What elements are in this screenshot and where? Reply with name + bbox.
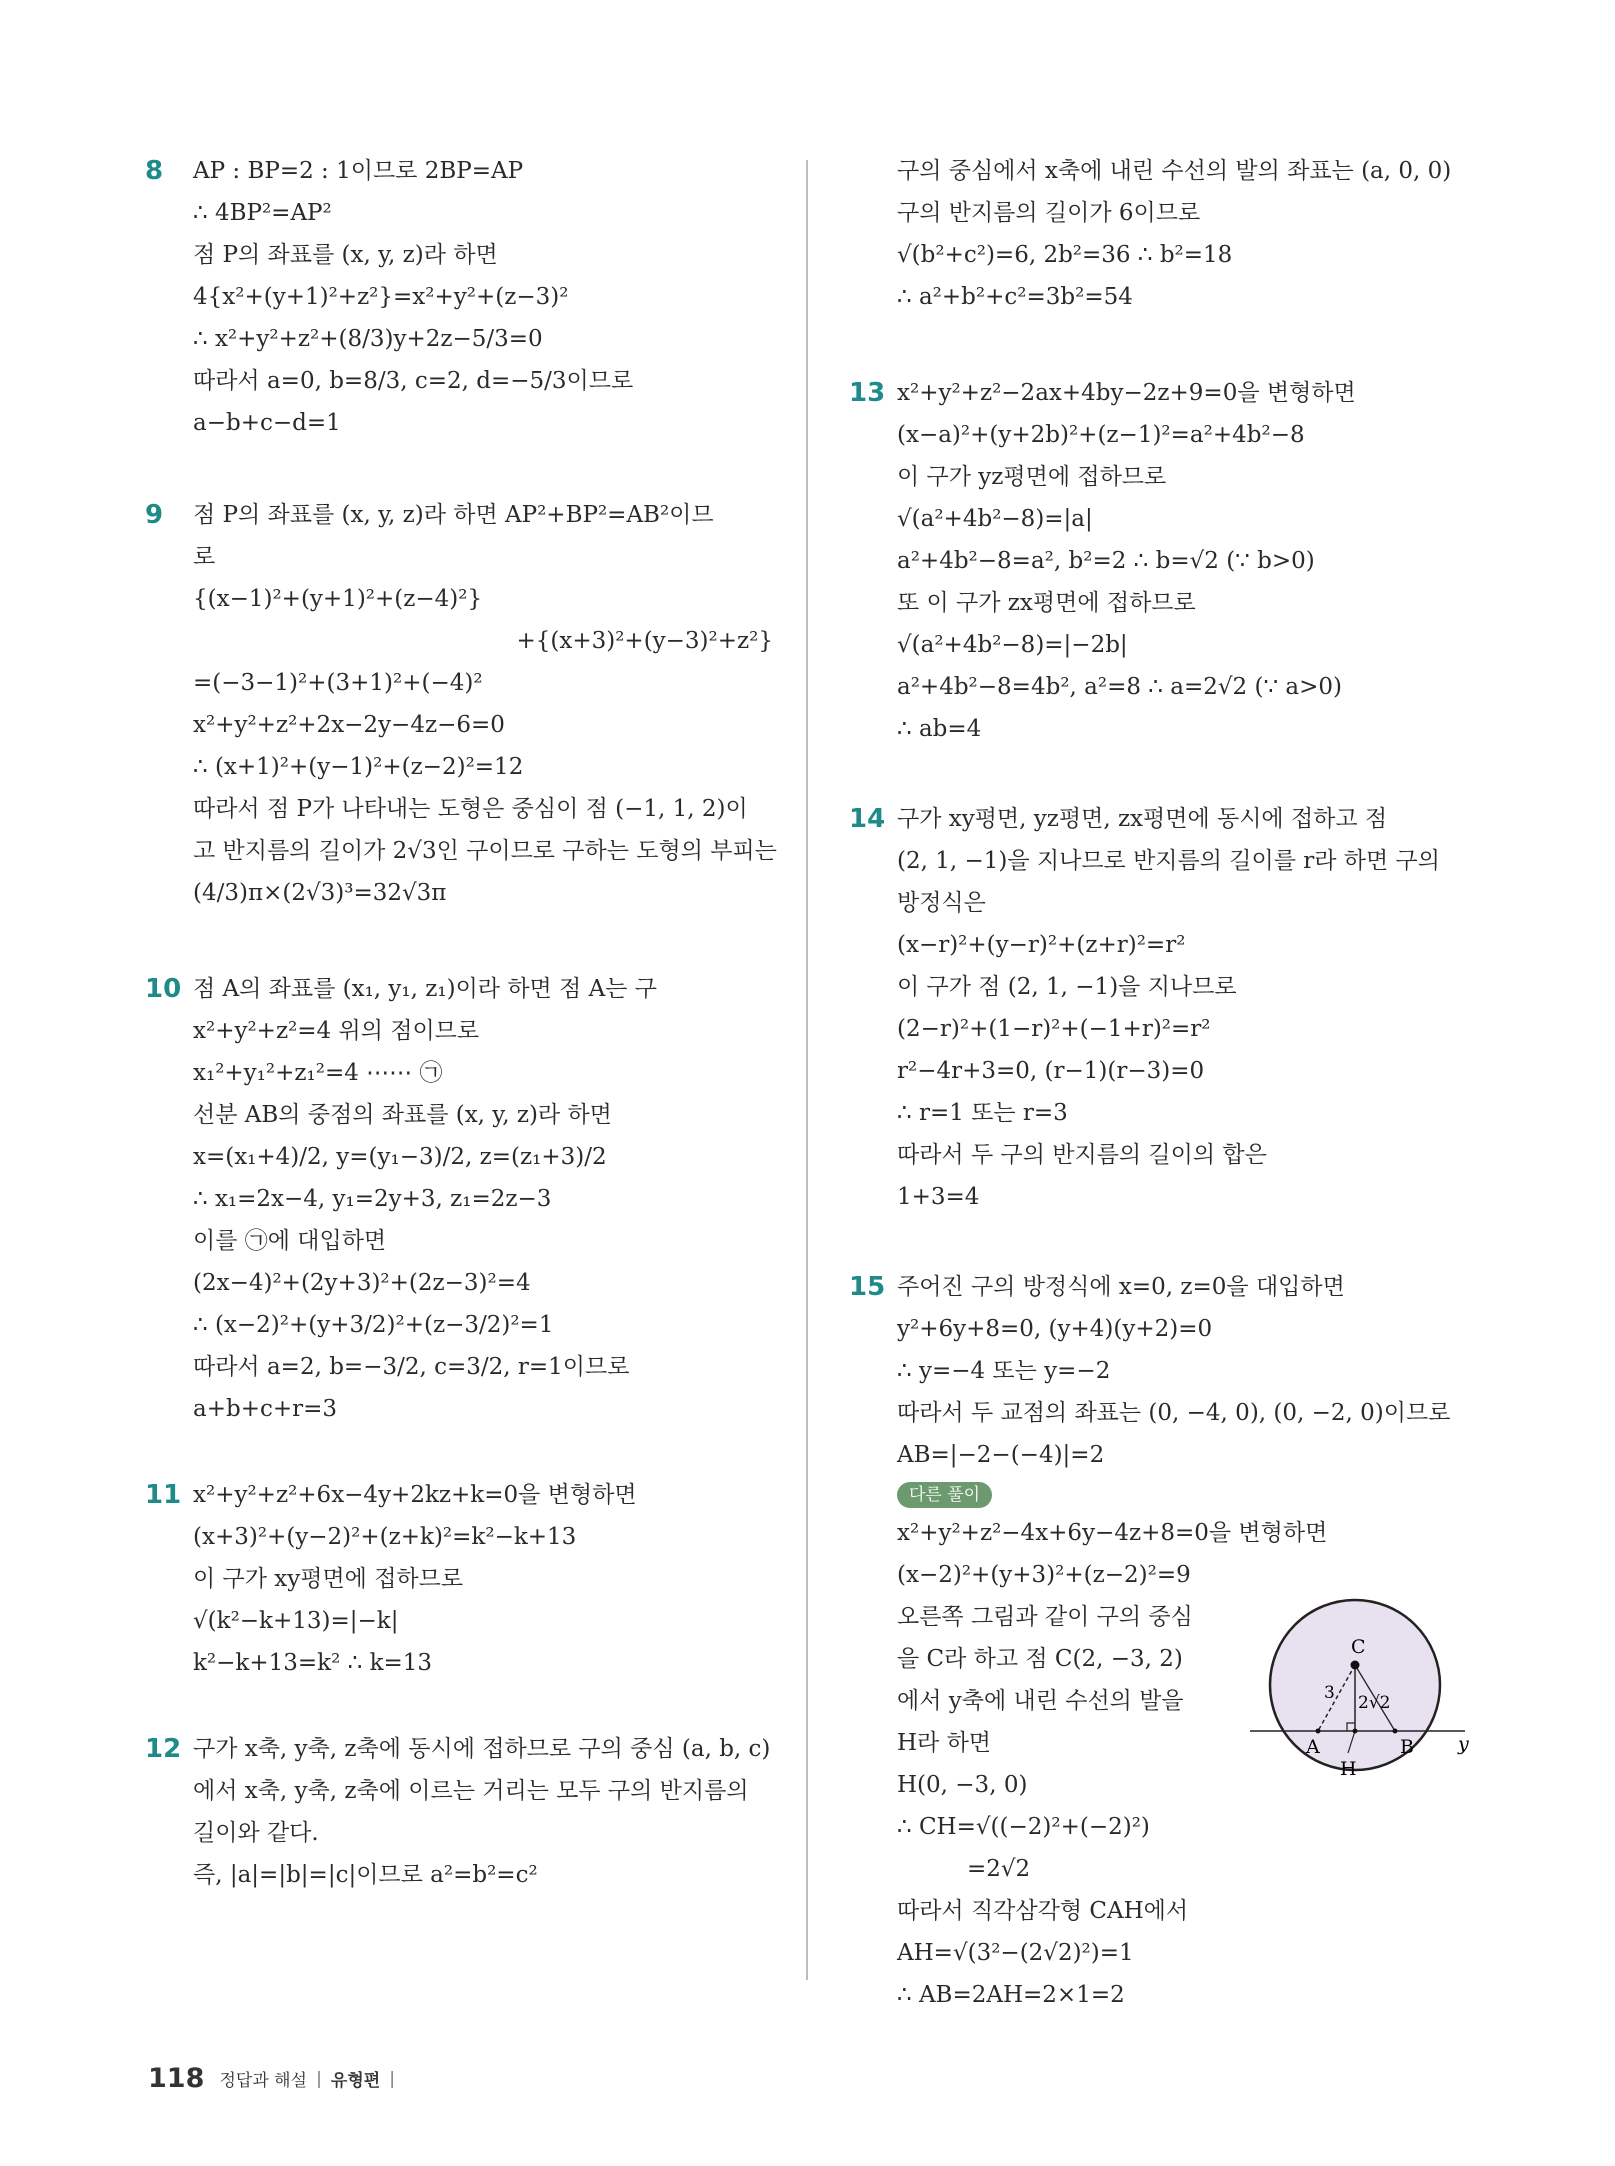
problem-12	[145, 1728, 778, 1896]
solution-line: a²+4b²−8=a², b²=2 ∴ b=√2 (∵ b>0)	[897, 548, 1315, 574]
solution-line: (2, 1, −1)을 지나므로 반지름의 길이를 r라 하면 구의	[897, 848, 1440, 874]
label-y: y	[1458, 1733, 1469, 1755]
solution-line: ∴ a²+b²+c²=3b²=54	[897, 284, 1133, 310]
solution-line: x²+y²+z²+2x−2y−4z−6=0	[193, 712, 505, 738]
label-c: C	[1351, 1636, 1366, 1658]
solution-line: 이 구가 yz평면에 접하므로	[897, 464, 1167, 490]
solution-line: ∴ x₁=2x−4, y₁=2y+3, z₁=2z−3	[193, 1186, 552, 1212]
problem-9	[145, 494, 778, 914]
solution-line: ∴ y=−4 또는 y=−2	[897, 1358, 1111, 1384]
problem-cont	[852, 150, 1492, 318]
solution-line: √(a²+4b²−8)=|−2b|	[897, 632, 1128, 658]
solution-line: =2√2	[967, 1856, 1031, 1882]
problem-number: 11	[145, 1480, 182, 1510]
alt-solution-badge: 다른 풀이	[897, 1482, 992, 1508]
problem-number: 8	[145, 156, 164, 186]
solution-line: AP : BP=2 : 1이므로 2BP=AP	[193, 158, 524, 184]
footer-separator-end: |	[389, 2068, 396, 2089]
solution-line: a−b+c−d=1	[193, 410, 341, 436]
solution-line: 점 P의 좌표를 (x, y, z)라 하면	[193, 242, 498, 268]
point-a	[1316, 1729, 1321, 1734]
label-ch-length: 2√2	[1358, 1693, 1391, 1713]
solution-line: 점 P의 좌표를 (x, y, z)라 하면 AP²+BP²=AB²이므	[193, 502, 714, 528]
label-radius: 3	[1324, 1683, 1335, 1703]
page-footer	[148, 2063, 399, 2094]
problem-14	[849, 798, 1492, 1218]
solution-line: {(x−1)²+(y+1)²+(z−4)²}	[193, 586, 483, 612]
solution-line: (x−r)²+(y−r)²+(z+r)²=r²	[897, 932, 1186, 958]
problem-number: 9	[145, 500, 164, 530]
solution-line: 또 이 구가 zx평면에 접하므로	[897, 590, 1196, 616]
solution-line: 따라서 a=0, b=8/3, c=2, d=−5/3이므로	[193, 368, 634, 394]
point-h	[1353, 1729, 1358, 1734]
solution-line: AB=|−2−(−4)|=2	[897, 1442, 1105, 1468]
solution-line: x₁²+y₁²+z₁²=4 ⋯⋯ ㉠	[193, 1060, 443, 1086]
problem-number: 15	[849, 1272, 886, 1302]
solution-line: 길이와 같다.	[193, 1820, 319, 1846]
solution-line: x²+y²+z²−4x+6y−4z+8=0을 변형하면	[897, 1520, 1328, 1546]
solution-line: 4{x²+(y+1)²+z²}=x²+y²+(z−3)²	[193, 284, 569, 310]
problem-number: 10	[145, 974, 182, 1004]
solution-line: 이 구가 xy평면에 접하므로	[193, 1566, 464, 1592]
solution-line: =(−3−1)²+(3+1)²+(−4)²	[193, 670, 483, 696]
problem-10	[145, 968, 778, 1430]
solution-line: 따라서 a=2, b=−3/2, c=3/2, r=1이므로	[193, 1354, 630, 1380]
solution-line: 구가 x축, y축, z축에 동시에 접하므로 구의 중심 (a, b, c)	[193, 1736, 771, 1762]
solution-line: 따라서 점 P가 나타내는 도형은 중심이 점 (−1, 1, 2)이	[193, 796, 748, 822]
solution-line: ∴ (x−2)²+(y+3/2)²+(z−3/2)²=1	[193, 1312, 554, 1338]
problem-11	[145, 1474, 778, 1684]
solution-line: x²+y²+z²+6x−4y+2kz+k=0을 변형하면	[193, 1482, 637, 1508]
footer-section: 유형편	[330, 2071, 381, 2091]
solution-line: r²−4r+3=0, (r−1)(r−3)=0	[897, 1058, 1205, 1084]
solution-line: ∴ r=1 또는 r=3	[897, 1100, 1068, 1126]
column-divider	[806, 160, 808, 1980]
solution-line: √(b²+c²)=6, 2b²=36 ∴ b²=18	[897, 242, 1233, 268]
solution-line: k²−k+13=k² ∴ k=13	[193, 1650, 433, 1676]
label-b: B	[1400, 1736, 1414, 1758]
solution-line: 고 반지름의 길이가 2√3인 구이므로 구하는 도형의 부피는	[193, 838, 777, 864]
sphere-figure	[1250, 1590, 1490, 1780]
solution-line: 즉, |a|=|b|=|c|이므로 a²=b²=c²	[193, 1862, 538, 1888]
solution-line: 오른쪽 그림과 같이 구의 중심	[897, 1604, 1193, 1630]
solution-line: 이 구가 점 (2, 1, −1)을 지나므로	[897, 974, 1237, 1000]
solution-line: ∴ 4BP²=AP²	[193, 200, 332, 226]
problem-8	[145, 150, 778, 444]
solution-line: (2−r)²+(1−r)²+(−1+r)²=r²	[897, 1016, 1211, 1042]
problem-number: 13	[849, 378, 886, 408]
solution-line: √(a²+4b²−8)=|a|	[897, 506, 1093, 532]
solution-line: 1+3=4	[897, 1184, 980, 1210]
solution-line: 점 A의 좌표를 (x₁, y₁, z₁)이라 하면 점 A는 구	[193, 976, 657, 1002]
solution-line: 방정식은	[897, 890, 986, 916]
solution-line: a+b+c+r=3	[193, 1396, 338, 1422]
solution-line: 따라서 두 구의 반지름의 길이의 합은	[897, 1142, 1267, 1168]
left-column	[145, 150, 778, 1896]
solution-line: x=(x₁+4)/2, y=(y₁−3)/2, z=(z₁+3)/2	[193, 1144, 607, 1170]
solution-line: ∴ x²+y²+z²+(8/3)y+2z−5/3=0	[193, 326, 543, 352]
solution-line: ∴ ab=4	[897, 716, 982, 742]
solution-line: x²+y²+z²−2ax+4by−2z+9=0을 변형하면	[897, 380, 1356, 406]
problem-number: 14	[849, 804, 886, 834]
solution-line: 이를 ㉠에 대입하면	[193, 1228, 387, 1254]
solution-line: 에서 x축, y축, z축에 이르는 거리는 모두 구의 반지름의	[193, 1778, 749, 1804]
solution-line: 구의 중심에서 x축에 내린 수선의 발의 좌표는 (a, 0, 0)	[897, 158, 1452, 184]
label-h: H	[1340, 1758, 1357, 1780]
solution-line: 구의 반지름의 길이가 6이므로	[897, 200, 1201, 226]
problem-15	[849, 1266, 1492, 1476]
solution-line: H라 하면	[897, 1730, 992, 1756]
solution-line: 따라서 직각삼각형 CAH에서	[897, 1898, 1189, 1924]
solution-line: x²+y²+z²=4 위의 점이므로	[193, 1018, 480, 1044]
solution-line: ∴ AB=2AH=2×1=2	[897, 1982, 1125, 2008]
solution-line: 주어진 구의 방정식에 x=0, z=0을 대입하면	[897, 1274, 1345, 1300]
problem-number: 12	[145, 1734, 182, 1764]
solution-line: ∴ CH=√((−2)²+(−2)²)	[897, 1814, 1150, 1840]
solution-line: +{(x+3)²+(y−3)²+z²}	[516, 628, 773, 654]
solution-line: 구가 xy평면, yz평면, zx평면에 동시에 접하고 점	[897, 806, 1388, 832]
center-point-c	[1351, 1661, 1360, 1670]
solution-line: 로	[193, 544, 216, 570]
solution-line: (x−a)²+(y+2b)²+(z−1)²=a²+4b²−8	[897, 422, 1305, 448]
solution-line: 선분 AB의 중점의 좌표를 (x, y, z)라 하면	[193, 1102, 612, 1128]
solution-line: ∴ (x+1)²+(y−1)²+(z−2)²=12	[193, 754, 524, 780]
solution-line: y²+6y+8=0, (y+4)(y+2)=0	[897, 1316, 1213, 1342]
solution-line: a²+4b²−8=4b², a²=8 ∴ a=2√2 (∵ a>0)	[897, 674, 1342, 700]
solution-line: (4/3)π×(2√3)³=32√3π	[193, 880, 447, 906]
footer-book-title: 정답과 해설	[219, 2071, 307, 2091]
problem-13	[849, 372, 1492, 750]
solution-line: √(k²−k+13)=|−k|	[193, 1608, 399, 1634]
solution-line: (x−2)²+(y+3)²+(z−2)²=9	[897, 1562, 1191, 1588]
solution-line: (2x−4)²+(2y+3)²+(2z−3)²=4	[193, 1270, 531, 1296]
solution-line: (x+3)²+(y−2)²+(z+k)²=k²−k+13	[193, 1524, 577, 1550]
solution-line: AH=√(3²−(2√2)²)=1	[897, 1940, 1134, 1966]
solution-line: 에서 y축에 내린 수선의 발을	[897, 1688, 1184, 1714]
footer-separator: |	[316, 2068, 322, 2089]
solution-line: H(0, −3, 0)	[897, 1772, 1028, 1798]
solution-line: 따라서 두 교점의 좌표는 (0, −4, 0), (0, −2, 0)이므로	[897, 1400, 1451, 1426]
point-b	[1393, 1729, 1398, 1734]
solution-line: 을 C라 하고 점 C(2, −3, 2)	[897, 1646, 1183, 1672]
label-a: A	[1306, 1736, 1320, 1758]
page-number: 118	[148, 2063, 205, 2094]
